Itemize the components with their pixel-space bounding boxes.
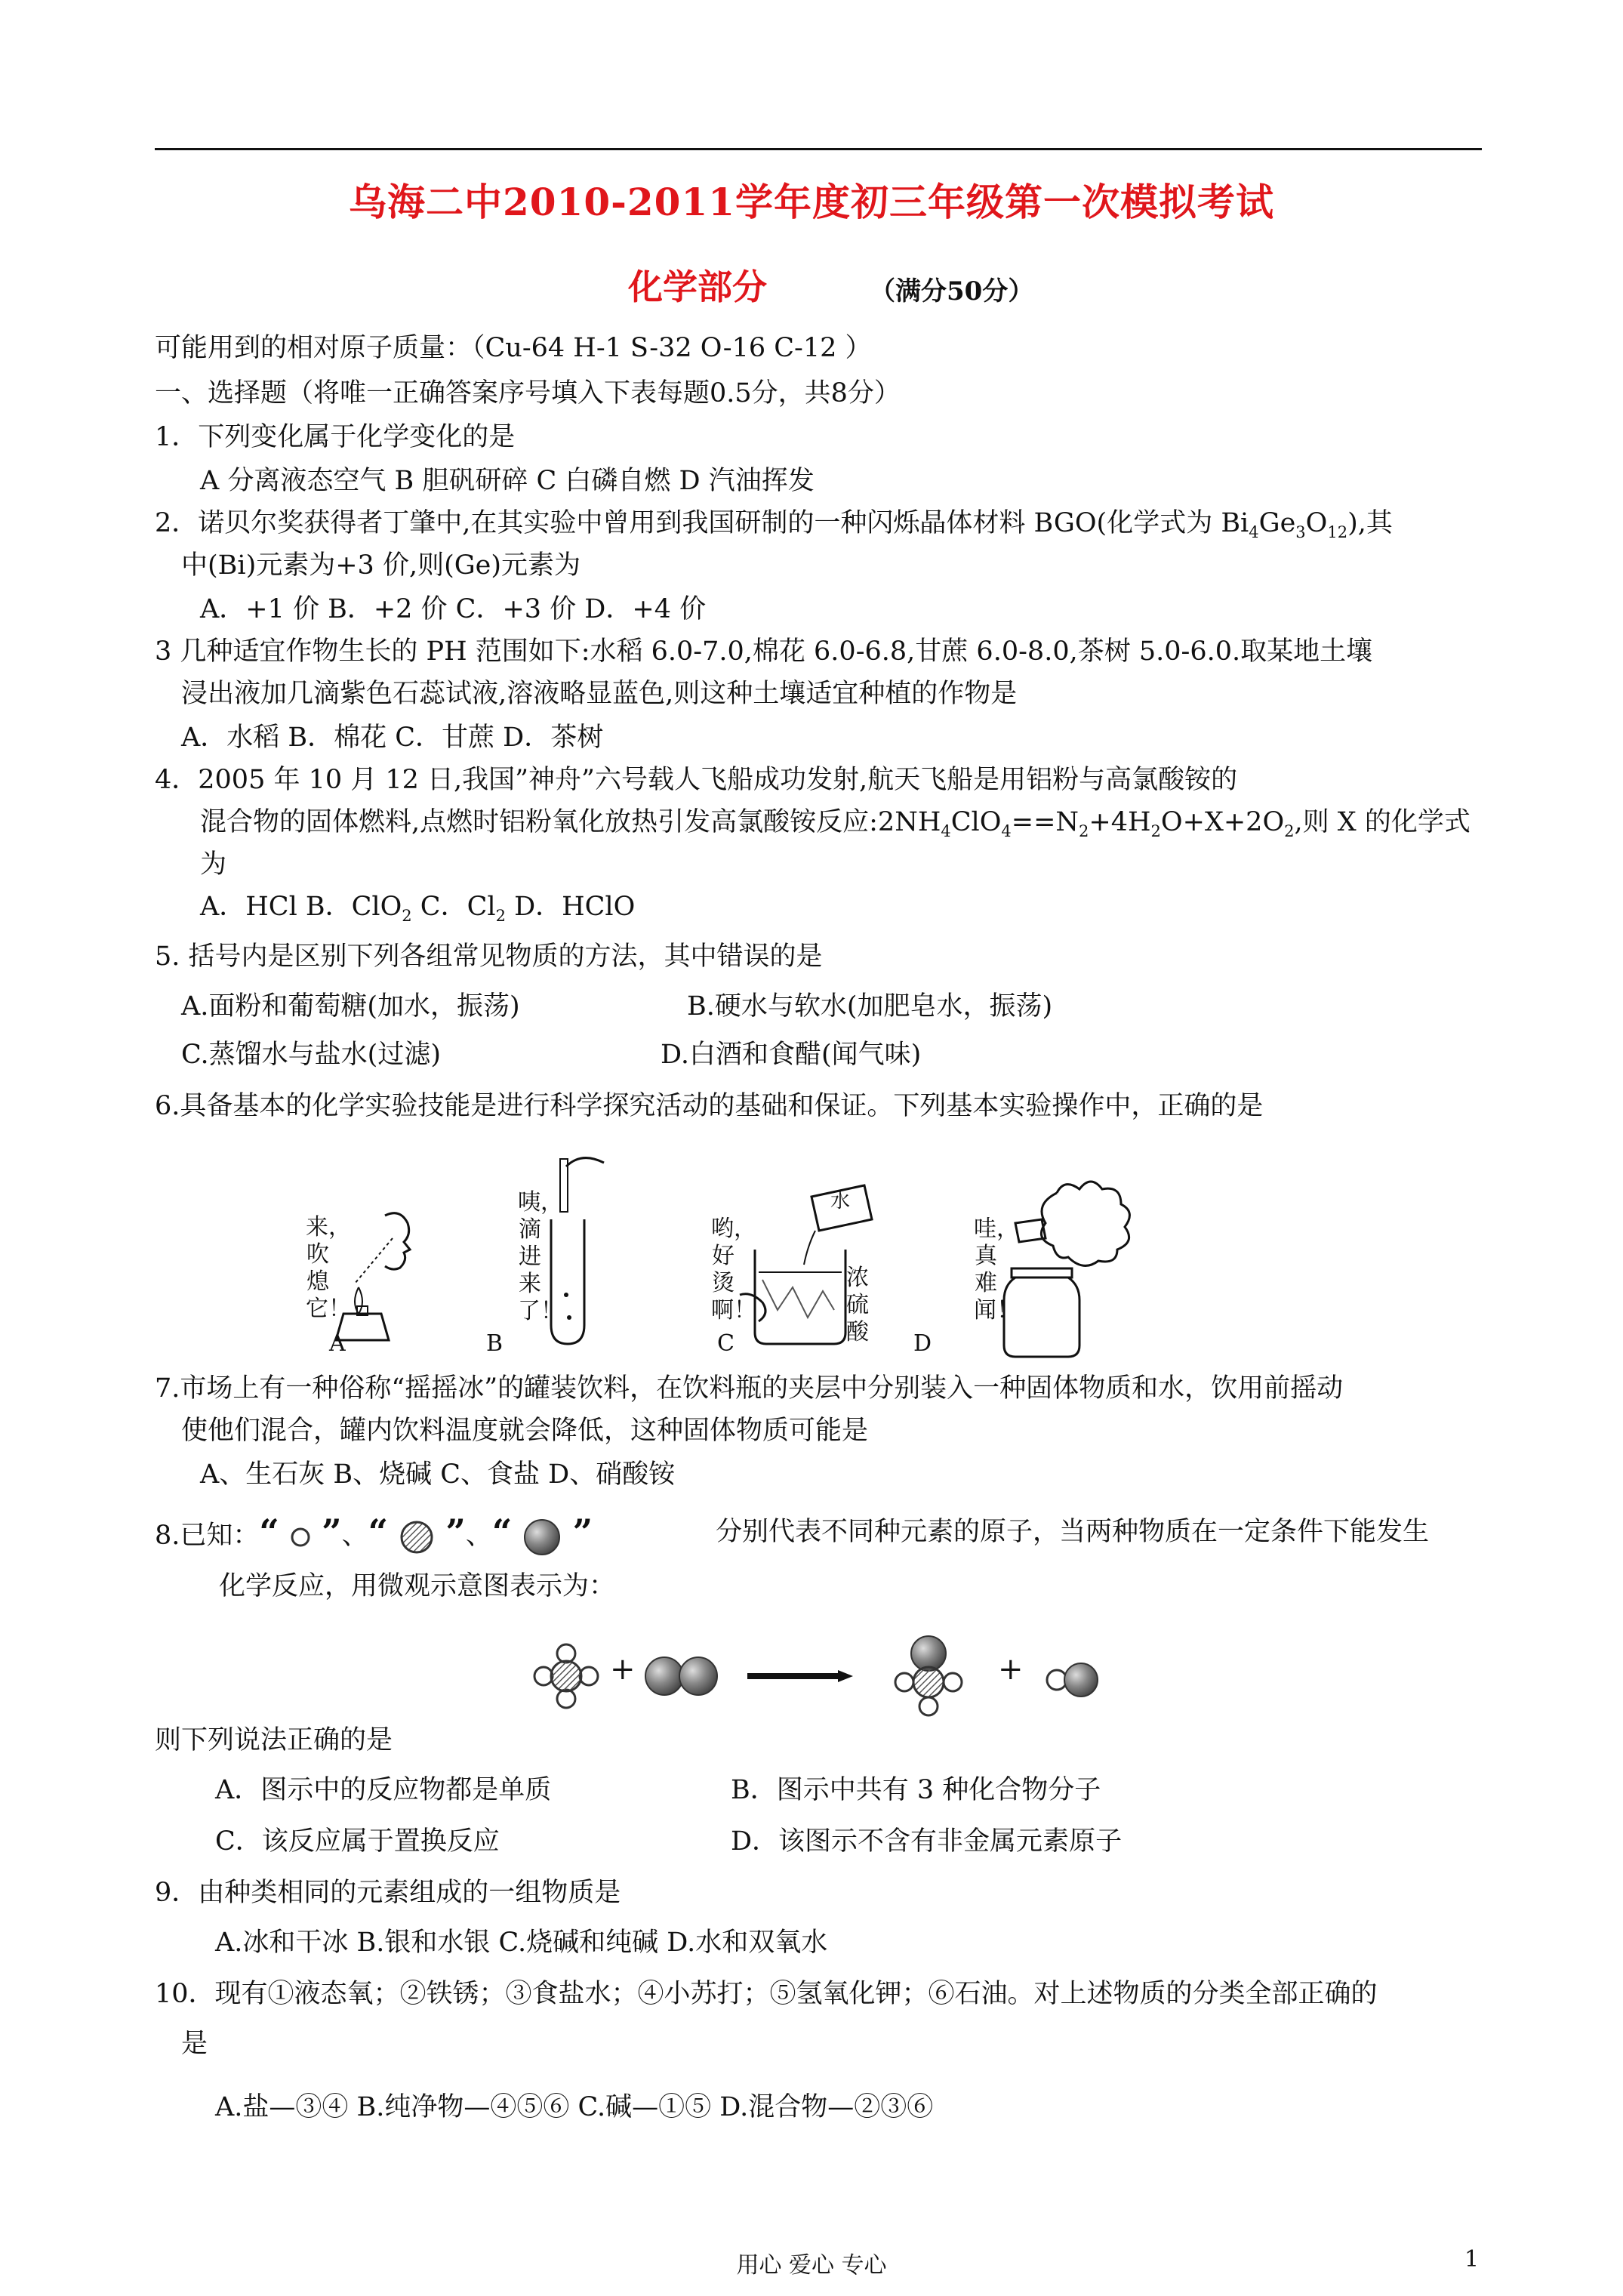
fig-a-drawing xyxy=(332,1200,423,1351)
q5-option-b: B.硬水与软水(加肥皂水，振荡) xyxy=(687,991,1053,1022)
q9-stem: 9．由种类相同的元素组成的一组物质是 xyxy=(155,1878,621,1908)
q7-options: A、生石灰 B、烧碱 C、食盐 D、硝酸铵 xyxy=(200,1459,676,1490)
fig-a-speech: 来，吹熄它！ xyxy=(306,1214,351,1322)
q3-stem: 3 几种适宜作物生长的 PH 范围如下:水稻 6.0-7.0,棉花 6.0-6.8,甘蔗 6.0-8.0,茶树 5.0-6.0.取某地土壤 xyxy=(155,636,1373,667)
q8-option-d: D．该图示不含有非金属元素原子 xyxy=(731,1826,1123,1857)
reactant-molecule-1 xyxy=(534,1644,598,1708)
exam-title: 乌海二中2010-2011学年度初三年级第一次模拟考试 xyxy=(348,180,1275,224)
fig-b-speech: 咦，滴进来了！ xyxy=(518,1189,563,1324)
page-number: 1 xyxy=(1464,2246,1480,2273)
q1-stem: 1．下列变化属于化学变化的是 xyxy=(155,422,516,452)
reactant-molecule-2 xyxy=(645,1657,717,1695)
q3-options: A．水稻 B．棉花 C．甘蔗 D．茶树 xyxy=(181,723,604,753)
atomic-masses: 可能用到的相对原子质量：（Cu-64 H-1 S-32 O-16 C-12 ） xyxy=(155,333,872,363)
page-footer: 用心 爱心 专心 xyxy=(736,2252,887,2279)
q8-then: 则下列说法正确的是 xyxy=(155,1725,393,1755)
fig-c-acid-label: 浓硫酸 xyxy=(846,1265,869,1345)
reaction-diagram xyxy=(513,1631,1117,1721)
q9-options: A.冰和干冰 B.银和水银 C.烧碱和纯碱 D.水和双氧水 xyxy=(215,1928,828,1958)
q5-option-a: A.面粉和葡萄糖(加水，振荡) xyxy=(181,991,520,1022)
fig-b-drawing xyxy=(544,1151,619,1355)
fig-d-drawing xyxy=(1004,1170,1140,1359)
q5-option-c: C.蒸馏水与盐水(过滤) xyxy=(181,1040,441,1070)
q5-stem: 5. 括号内是区别下列各组常见物质的方法，其中错误的是 xyxy=(155,942,823,972)
q10-stem-cont: 是 xyxy=(181,2029,208,2059)
full-score: （满分50分） xyxy=(870,276,1034,307)
fig-b-label: B xyxy=(486,1330,504,1357)
q8-stem: 8.已知：“ ”、“ ”、“ ” xyxy=(155,1512,593,1559)
fig-c-label: C xyxy=(717,1330,735,1357)
q8-option-a: A．图示中的反应物都是单质 xyxy=(215,1775,552,1805)
fig-c-speech: 哟，好烫啊！ xyxy=(711,1216,756,1324)
q4-stem-cont2: 为 xyxy=(200,849,227,880)
q8-option-c: C．该反应属于置换反应 xyxy=(215,1826,500,1857)
q4-stem-cont: 混合物的固体燃料,点燃时铝粉氧化放热引发高氯酸铵反应$:2NH_4ClO_4==N_2+4H_2O+X+2O_2$,则 X 的化学式 xyxy=(200,807,1471,840)
hatched-atom-icon xyxy=(396,1517,437,1558)
reaction-plus-2: + xyxy=(998,1652,1024,1687)
q4-stem: 4．2005 年 10 月 12 日,我国”神舟”六号载人飞船成功发射,航天飞船是用铝粉与高氯酸铵的 xyxy=(155,765,1238,795)
q2-stem: 2．诺贝尔奖获得者丁肇中,在其实验中曾用到我国研制的一种闪烁晶体材料 BGO(化学式为 $Bi_4Ge_3O_{12}$),其 xyxy=(155,508,1393,541)
fig-d-label: D xyxy=(913,1330,932,1357)
q10-options: A.盐—③④ B.纯净物—④⑤⑥ C.碱—①⑤ D.混合物—②③⑥ xyxy=(215,2092,934,2122)
q4-options: A．HCl B．ClO$_2$ C．$Cl_2$ D．HClO xyxy=(200,892,636,925)
gray-atom-icon xyxy=(520,1515,564,1559)
q7-stem: 7.市场上有一种俗称“摇摇冰”的罐装饮料，在饮料瓶的夹层中分别装入一种固体物质和水，饮用前摇动 xyxy=(155,1373,1344,1404)
product-molecule-2 xyxy=(1047,1663,1098,1697)
q8-option-b: B．图示中共有 3 种化合物分子 xyxy=(731,1775,1101,1805)
q7-stem-cont: 使他们混合，罐内饮料温度就会降低，这种固体物质可能是 xyxy=(181,1416,869,1446)
q2-stem-cont: 中(Bi)元素为+3 价,则(Ge)元素为 xyxy=(181,550,581,581)
header-rule xyxy=(155,148,1482,150)
q6-stem: 6.具备基本的化学实验技能是进行科学探究活动的基础和保证。下列基本实验操作中，正确的是 xyxy=(155,1091,1264,1121)
reaction-plus-1: + xyxy=(610,1652,636,1687)
white-atom-icon xyxy=(288,1524,313,1550)
q8-stem-cont: 化学反应，用微观示意图表示为： xyxy=(219,1571,616,1601)
q5-option-d: D.白酒和食醋(闻气味) xyxy=(661,1040,922,1070)
reaction-arrow xyxy=(747,1670,853,1682)
q3-stem-cont: 浸出液加几滴紫色石蕊试液,溶液略显蓝色,则这种土壤适宜种植的作物是 xyxy=(181,679,1018,709)
section-subtitle: 化学部分 xyxy=(628,267,767,307)
fig-c-water-label: 水 xyxy=(830,1190,851,1213)
fig-a-label: A xyxy=(329,1330,346,1357)
q10-stem: 10．现有①液态氧；②铁锈；③食盐水；④小苏打；⑤氢氧化钾；⑥石油。对上述物质的分类全部正确的 xyxy=(155,1979,1378,2009)
product-molecule-1 xyxy=(895,1636,962,1715)
q8-stem-tail: 分别代表不同种元素的原子，当两种物质在一定条件下能发生 xyxy=(716,1517,1430,1547)
q1-options: A 分离液态空气 B 胆矾研碎 C 白磷自燃 D 汽油挥发 xyxy=(200,466,815,496)
section1-heading: 一、选择题（将唯一正确答案序号填入下表每题0.5分，共8分） xyxy=(155,378,901,408)
q2-options: A．+1 价 B．+2 价 C．+3 价 D．+4 价 xyxy=(200,594,707,624)
fig-d-speech: 哇，真难闻！ xyxy=(974,1216,1019,1324)
